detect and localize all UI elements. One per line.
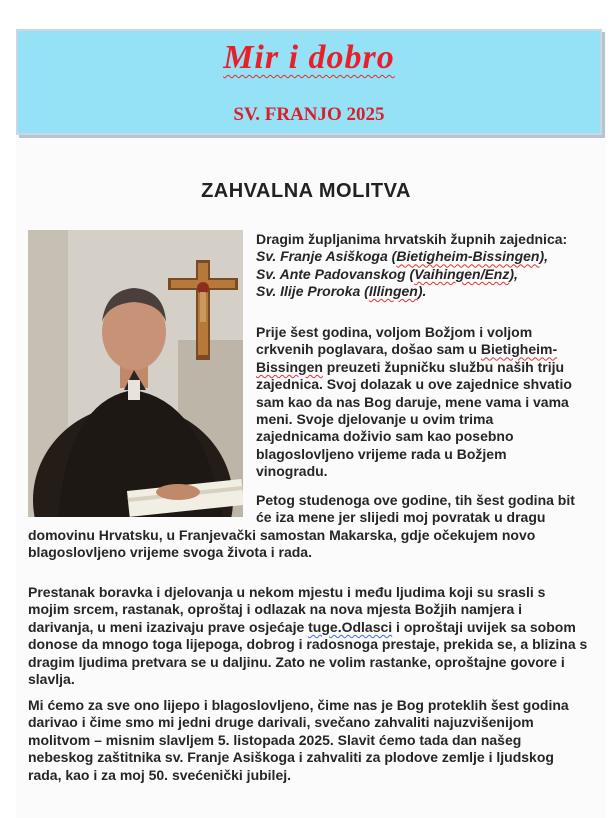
paragraph-arrival: Prije šest godina, voljom Božjom i voljom crkvenih poglavara, došao sam u Bietigheim-Bissingen preuzeti župničku službu naših triju zajednica. Svoj dolazak u ove zajednice shvatio sam kao da nas Bog daruje, mene vama i vama meni. Svoje djelovanje u ovim trima zajednicama doživio sam kao posebno blagoslovljeno vrijeme rada u Božjem vinogradu. [256,324,572,480]
article-title: ZAHVALNA MOLITVA [201,180,411,202]
paragraph-thanksgiving: Mi ćemo za sve ono lijepo i blagoslovljeno, čime nas je Bog proteklih šest godina darivao i čime smo mi jedni druge darivali, svečano zahvaliti najuzvišenijom molitvom – misnim slavljem 5. listopada 2025. Slavit ćemo tada dan našeg nebeskog zaštitnika sv. Franje Asiškoga i zahvaliti za plodove zemlje i ljudskog rada, kao i za moj 50. svećenički jubilej. [28,697,569,783]
priest-photo [28,230,243,517]
priest-photo-illustration [28,230,243,517]
parish-line-3: Sv. Ilije Proroka (Illingen). [256,283,427,300]
edition-subtitle: SV. FRANJO 2025 [233,104,385,125]
newsletter-header [16,29,602,135]
masthead-title: Mir i dobro [223,39,395,76]
parish-line-1: Sv. Franje Asiškoga (Bietigheim-Bissingen), [256,248,549,265]
parish-line-2: Sv. Ante Padovanskog (Vaihingen/Enz), [256,265,518,282]
paragraph-farewell: Prestanak boravka i djelovanja u nekom mjestu i među ljudima koji su srasli s mojim srcem, rastanak, oproštaj i odlazak na nova mjesta Božjih namjera i darivanja, u meni izazivaju prave osjećaje tuge.Odlasci i oproštaji uvijek sa sobom donose da mnogo toga lijepoga, dobrog i radosnoga prestaje, prekida se, a blizina s dragim ljudima pretvara se u daljinu. Zato ne volim rastanke, oproštajne govore i slavlja. [28,584,588,688]
paragraph-departure: Petog studenoga ove godine, tih šest godina bit će iza mene jer slijedi moj povratak u dragu domovinu Hrvatsku, u Franjevački samostan Makarska, gdje očekujem novo blagoslovljeno vrijeme svoga života i rada. [28,492,575,561]
greeting-block [256,231,586,301]
greeting-line: Dragim župljanima hrvatskih župnih zajednica: [256,231,568,247]
